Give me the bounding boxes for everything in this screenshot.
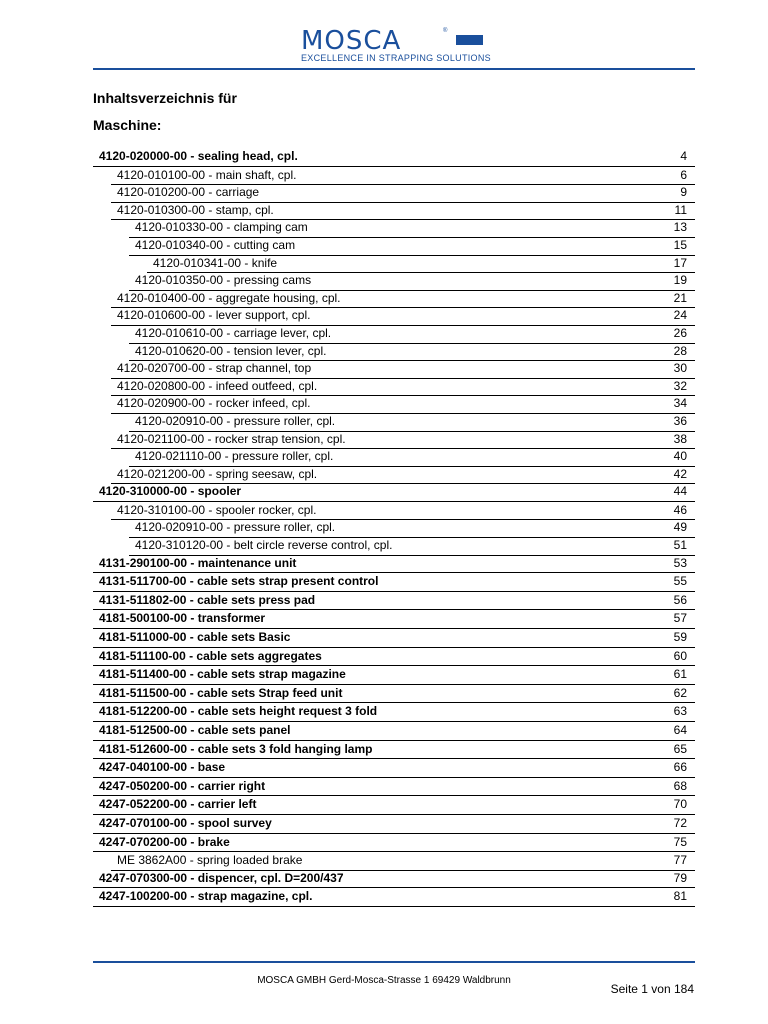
toc-entry[interactable] — [93, 796, 695, 815]
toc-entry[interactable] — [93, 648, 695, 667]
toc-entry-title: 4131-290100-00 - maintenance unit — [99, 555, 297, 570]
toc-entry-title: 4181-512600-00 - cable sets 3 fold hanging lamp — [99, 741, 373, 756]
toc-entry-title: 4120-010341-00 - knife — [153, 255, 278, 270]
toc-entry-title: 4120-020000-00 - sealing head, cpl. — [99, 149, 298, 163]
toc-entry-page-number: 42 — [673, 466, 687, 481]
page-indicator: Seite 1 von 184 — [610, 982, 694, 996]
toc-entry-page-number: 60 — [673, 648, 687, 663]
toc-entry[interactable] — [93, 255, 695, 273]
toc-entry-title: 4247-040100-00 - base — [99, 760, 226, 775]
toc-entry-page-number: 34 — [673, 396, 687, 411]
logo-tagline: EXCELLENCE IN STRAPPING SOLUTIONS — [301, 53, 491, 63]
toc-entry-title: 4120-021110-00 - pressure roller, cpl. — [135, 449, 334, 464]
toc-entry-page-number: 70 — [673, 797, 687, 812]
toc-entry-page-number: 72 — [673, 815, 687, 830]
toc-entry-title: 4181-500100-00 - transformer — [99, 611, 266, 626]
toc-entry-page-number: 28 — [673, 343, 687, 358]
toc-entry-page-number: 30 — [673, 361, 687, 376]
toc-entry[interactable] — [93, 413, 695, 431]
toc-entry[interactable] — [93, 148, 695, 167]
toc-entry-title: 4120-020910-00 - pressure roller, cpl. — [135, 413, 336, 428]
toc-entry-page-number: 65 — [673, 741, 687, 756]
toc-entry-page-number: 46 — [673, 502, 687, 517]
toc-entry[interactable] — [93, 592, 695, 611]
toc-entry[interactable] — [93, 272, 695, 290]
toc-entry[interactable] — [93, 778, 695, 797]
toc-entry-title: 4181-512200-00 - cable sets height request 3 fold — [99, 704, 378, 719]
toc-entry[interactable] — [93, 815, 695, 834]
toc-entry-page-number: 6 — [680, 167, 687, 182]
logo-wordmark: MOSCA — [301, 26, 402, 56]
toc-entry-title: 4120-010200-00 - carriage — [117, 185, 260, 200]
toc-entry[interactable] — [93, 378, 695, 396]
toc-entry-title: 4120-310000-00 - spooler — [99, 484, 242, 499]
toc-entry[interactable] — [93, 237, 695, 255]
toc-entry[interactable] — [93, 703, 695, 722]
toc-entry-title: 4181-511500-00 - cable sets Strap feed unit — [99, 685, 343, 700]
toc-entry[interactable] — [93, 629, 695, 648]
toc-entry-title: 4131-511700-00 - cable sets strap present control — [99, 574, 379, 589]
footer-divider — [93, 961, 695, 963]
toc-entry[interactable] — [93, 307, 695, 325]
toc-entry-title: 4120-020900-00 - rocker infeed, cpl. — [117, 396, 311, 411]
toc-entry[interactable] — [93, 852, 695, 870]
toc-entry[interactable] — [93, 202, 695, 220]
toc-entry-title: 4247-070200-00 - brake — [99, 834, 230, 849]
toc-entry-title: 4120-021200-00 - spring seesaw, cpl. — [117, 466, 318, 481]
machine-heading: Maschine: — [93, 117, 162, 133]
toc-entry-page-number: 15 — [673, 237, 687, 252]
toc-entry-page-number: 77 — [673, 853, 687, 868]
toc-entry-page-number: 32 — [673, 378, 687, 393]
toc-entry-page-number: 36 — [673, 413, 687, 428]
toc-entry-page-number: 21 — [673, 290, 687, 305]
toc-entry-page-number: 53 — [673, 555, 687, 570]
toc-entry-page-number: 40 — [673, 449, 687, 464]
toc-entry-title: 4120-010620-00 - tension lever, cpl. — [135, 343, 327, 358]
toc-entry-page-number: 19 — [673, 273, 687, 288]
toc-entry[interactable] — [93, 395, 695, 413]
toc-entry[interactable] — [93, 519, 695, 537]
toc-entry[interactable] — [93, 502, 695, 520]
toc-entry-title: 4120-310100-00 - spooler rocker, cpl. — [117, 502, 317, 517]
toc-entry-page-number: 79 — [673, 870, 687, 885]
toc-entry[interactable] — [93, 666, 695, 685]
toc-entry-title: 4120-010610-00 - carriage lever, cpl. — [135, 325, 332, 340]
toc-entry-title: ME 3862A00 - spring loaded brake — [117, 853, 303, 868]
toc-entry-title: 4120-020800-00 - infeed outfeed, cpl. — [117, 378, 318, 393]
table-of-contents — [93, 148, 695, 907]
toc-entry-title: 4247-100200-00 - strap magazine, cpl. — [99, 889, 313, 904]
toc-entry-title: 4181-512500-00 - cable sets panel — [99, 723, 291, 737]
toc-entry-page-number: 26 — [673, 325, 687, 340]
toc-entry-title: 4120-020700-00 - strap channel, top — [117, 361, 312, 376]
toc-entry-title: 4247-070100-00 - spool survey — [99, 815, 272, 830]
toc-entry-title: 4181-511000-00 - cable sets Basic — [99, 630, 291, 645]
toc-entry[interactable] — [93, 537, 695, 555]
toc-entry[interactable] — [93, 325, 695, 343]
toc-entry-page-number: 64 — [673, 723, 687, 737]
toc-entry[interactable] — [93, 360, 695, 378]
toc-entry[interactable] — [93, 759, 695, 778]
toc-entry-title: 4120-010600-00 - lever support, cpl. — [117, 308, 311, 323]
toc-entry-title: 4120-021100-00 - rocker strap tension, cpl. — [117, 431, 346, 446]
toc-entry-title: 4120-010100-00 - main shaft, cpl. — [117, 167, 297, 182]
toc-entry-page-number: 4 — [680, 149, 687, 163]
toc-entry-title: 4247-070300-00 - dispencer, cpl. D=200/437 — [99, 870, 344, 885]
toc-entry[interactable] — [93, 741, 695, 760]
toc-entry-page-number: 13 — [673, 220, 687, 235]
toc-entry-page-number: 38 — [673, 431, 687, 446]
toc-entry-page-number: 63 — [673, 704, 687, 719]
toc-entry-title: 4247-052200-00 - carrier left — [99, 797, 257, 812]
toc-entry-page-number: 56 — [673, 592, 687, 607]
toc-entry[interactable] — [93, 722, 695, 741]
toc-entry[interactable] — [93, 555, 695, 574]
toc-entry-title: 4181-511400-00 - cable sets strap magazine — [99, 667, 346, 682]
toc-entry-title: 4120-010350-00 - pressing cams — [135, 273, 312, 288]
footer-address: MOSCA GMBH Gerd-Mosca-Strasse 1 69429 Waldbrunn — [257, 975, 511, 986]
toc-entry[interactable] — [93, 483, 695, 502]
toc-entry-title: 4120-010330-00 - clamping cam — [135, 220, 308, 235]
toc-entry-title: 4181-511100-00 - cable sets aggregates — [99, 648, 322, 663]
toc-entry[interactable] — [93, 219, 695, 237]
toc-entry[interactable] — [93, 184, 695, 202]
toc-entry-page-number: 49 — [673, 520, 687, 535]
toc-entry[interactable] — [93, 834, 695, 853]
toc-entry-title: 4120-010300-00 - stamp, cpl. — [117, 202, 274, 217]
toc-entry-page-number: 17 — [673, 255, 687, 270]
toc-entry-title: 4120-310120-00 - belt circle reverse control, cpl. — [135, 538, 393, 553]
toc-heading: Inhaltsverzeichnis für — [93, 90, 237, 106]
toc-entry-title: 4247-050200-00 - carrier right — [99, 778, 266, 793]
toc-entry-title: 4120-010340-00 - cutting cam — [135, 237, 296, 252]
toc-entry-page-number: 11 — [674, 202, 687, 217]
toc-entry[interactable] — [93, 290, 695, 308]
toc-entry-page-number: 62 — [673, 685, 687, 700]
toc-entry-page-number: 24 — [673, 308, 687, 323]
toc-entry[interactable] — [93, 343, 695, 361]
toc-entry[interactable] — [93, 888, 695, 907]
toc-entry-page-number: 59 — [673, 630, 687, 645]
toc-entry-page-number: 57 — [673, 611, 687, 626]
toc-entry[interactable] — [93, 466, 695, 484]
toc-entry-page-number: 9 — [680, 185, 687, 200]
toc-entry[interactable] — [93, 448, 695, 466]
header-divider — [93, 68, 695, 70]
toc-entry-page-number: 44 — [673, 484, 687, 499]
toc-entry[interactable] — [93, 870, 695, 889]
toc-entry-title: 4120-010400-00 - aggregate housing, cpl. — [117, 290, 341, 305]
toc-entry[interactable] — [93, 685, 695, 704]
toc-entry[interactable] — [93, 573, 695, 592]
toc-entry-page-number: 61 — [673, 667, 687, 682]
toc-entry-page-number: 55 — [673, 574, 687, 589]
toc-entry-page-number: 75 — [673, 834, 687, 849]
toc-entry[interactable] — [93, 610, 695, 629]
toc-entry-title: 4131-511802-00 - cable sets press pad — [99, 592, 316, 607]
logo-bar-mark — [456, 35, 483, 45]
logo-registered-mark: ® — [443, 28, 448, 34]
toc-entry[interactable] — [93, 167, 695, 185]
toc-entry-page-number: 81 — [673, 889, 687, 904]
toc-entry-title: 4120-020910-00 - pressure roller, cpl. — [135, 520, 336, 535]
toc-entry[interactable] — [93, 431, 695, 449]
toc-entry-page-number: 51 — [673, 538, 687, 553]
toc-entry-page-number: 68 — [673, 778, 687, 793]
toc-entry-page-number: 66 — [673, 760, 687, 775]
mosca-logo — [298, 26, 491, 66]
